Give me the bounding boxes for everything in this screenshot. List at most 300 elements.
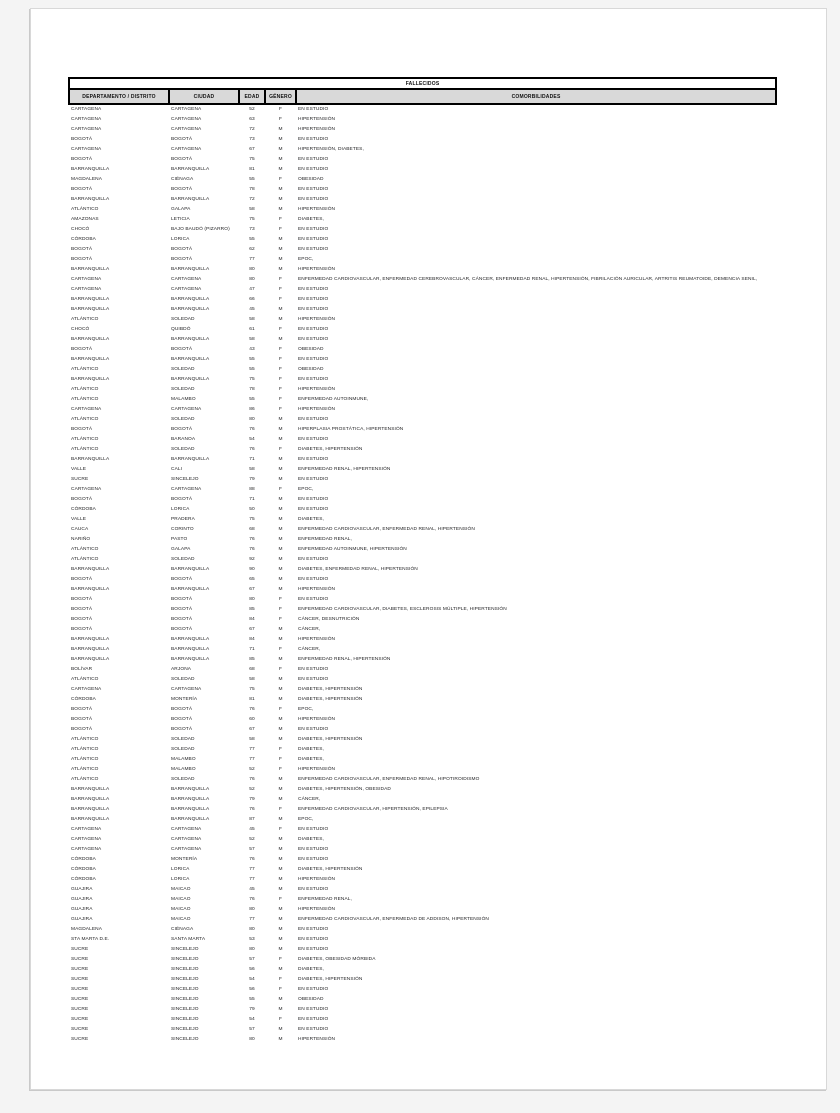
cell-comorbilidades: EN ESTUDIO: [298, 237, 329, 242]
cell-departamento: MAGDALENA: [71, 177, 103, 182]
cell-genero: F: [278, 707, 283, 712]
cell-ciudad: SANTA MARTA: [171, 937, 206, 942]
cell-edad: 76: [249, 897, 255, 902]
cell-edad: 79: [249, 477, 255, 482]
table-row: [69, 205, 776, 215]
table-row: [69, 955, 776, 965]
cell-edad: 75: [249, 377, 255, 382]
cell-edad: 77: [249, 917, 255, 922]
cell-departamento: CARTAGENA: [71, 147, 102, 152]
cell-comorbilidades: HIPERTENSIÓN, DIABETES,: [298, 147, 364, 152]
table-row: [69, 235, 776, 245]
cell-ciudad: SOLEDAD: [171, 447, 195, 452]
cell-edad: 45: [249, 307, 255, 312]
table-row: [69, 165, 776, 175]
cell-ciudad: BOGOTÁ: [171, 187, 193, 192]
table-body: [69, 104, 776, 1045]
cell-genero: F: [278, 607, 283, 612]
table-row: [69, 145, 776, 155]
cell-departamento: BARRANQUILLA: [71, 377, 110, 382]
cell-ciudad: ARJONA: [171, 667, 192, 672]
table-row: [69, 125, 776, 135]
cell-comorbilidades: EN ESTUDIO: [298, 557, 329, 562]
cell-departamento: BARRANQUILLA: [71, 787, 110, 792]
cell-departamento: ATLÁNTICO: [71, 367, 99, 372]
table-row: [69, 565, 776, 575]
cell-edad: 67: [249, 627, 255, 632]
cell-genero: M: [278, 187, 283, 192]
cell-departamento: CARTAGENA: [71, 487, 102, 492]
cell-edad: 88: [249, 487, 255, 492]
cell-departamento: CARTAGENA: [71, 847, 102, 852]
table-row: [69, 725, 776, 735]
table-row: [69, 775, 776, 785]
cell-comorbilidades: ENFERMEDAD RENAL,: [298, 537, 352, 542]
cell-departamento: SUCRE: [71, 967, 89, 972]
cell-comorbilidades: EN ESTUDIO: [298, 1027, 329, 1032]
table-row: [69, 455, 776, 465]
cell-edad: 75: [249, 157, 255, 162]
cell-departamento: BOGOTÁ: [71, 577, 93, 582]
cell-genero: F: [278, 747, 283, 752]
cell-genero: F: [278, 397, 283, 402]
cell-departamento: BARRANQUILLA: [71, 817, 110, 822]
table-row: [69, 465, 776, 475]
cell-edad: 55: [249, 997, 255, 1002]
table-row: [69, 435, 776, 445]
cell-genero: F: [278, 487, 283, 492]
cell-genero: F: [278, 667, 283, 672]
cell-departamento: CARTAGENA: [71, 127, 102, 132]
table-banner-row: [69, 78, 776, 89]
cell-departamento: ATLÁNTICO: [71, 417, 99, 422]
cell-comorbilidades: DIABETES,: [298, 217, 324, 222]
cell-edad: 84: [249, 617, 255, 622]
table-row: [69, 425, 776, 435]
cell-edad: 75: [249, 687, 255, 692]
cell-departamento: CÓRDOBA: [71, 867, 96, 872]
cell-genero: M: [278, 697, 283, 702]
table-row: [69, 245, 776, 255]
cell-ciudad: MONTERÍA: [171, 697, 198, 702]
cell-genero: F: [278, 347, 283, 352]
cell-comorbilidades: HIPERTENSIÓN: [298, 317, 336, 322]
cell-ciudad: BARRANQUILLA: [171, 817, 210, 822]
cell-genero: M: [278, 127, 283, 132]
cell-ciudad: LORICA: [171, 237, 190, 242]
cell-comorbilidades: EN ESTUDIO: [298, 107, 329, 112]
cell-comorbilidades: ENFERMEDAD CARDIOVASCULAR, DIABETES, ESCLEROSIS MÚLTIPLE, HIPERTENSIÓN: [298, 607, 507, 612]
table-row: [69, 515, 776, 525]
cell-comorbilidades: EN ESTUDIO: [298, 187, 329, 192]
cell-comorbilidades: HIPERTENSIÓN: [298, 877, 336, 882]
cell-ciudad: LETICIA: [171, 217, 190, 222]
cell-comorbilidades: DIABETES, HIPERTENSIÓN: [298, 977, 363, 982]
cell-departamento: SUCRE: [71, 987, 89, 992]
cell-comorbilidades: OBESIDAD: [298, 177, 324, 182]
cell-comorbilidades: EN ESTUDIO: [298, 847, 329, 852]
cell-edad: 52: [249, 107, 255, 112]
cell-comorbilidades: DIABETES,: [298, 747, 324, 752]
cell-departamento: CHOCÓ: [71, 327, 90, 332]
table-row: [69, 104, 776, 115]
cell-edad: 57: [249, 1027, 255, 1032]
cell-genero: F: [278, 597, 283, 602]
cell-ciudad: BARRANQUILLA: [171, 457, 210, 462]
cell-departamento: CARTAGENA: [71, 277, 102, 282]
cell-edad: 61: [249, 327, 255, 332]
cell-genero: M: [278, 467, 283, 472]
cell-departamento: SUCRE: [71, 477, 89, 482]
cell-edad: 52: [249, 787, 255, 792]
cell-edad: 73: [249, 227, 255, 232]
cell-edad: 54: [249, 977, 255, 982]
cell-comorbilidades: DIABETES, HIPERTENSIÓN: [298, 447, 363, 452]
cell-ciudad: CARTAGENA: [171, 287, 202, 292]
table-row: [69, 745, 776, 755]
cell-genero: M: [278, 867, 283, 872]
cell-comorbilidades: CÁNCER,: [298, 797, 321, 802]
cell-edad: 58: [249, 677, 255, 682]
cell-departamento: SUCRE: [71, 947, 89, 952]
cell-comorbilidades: EN ESTUDIO: [298, 197, 329, 202]
cell-ciudad: CARTAGENA: [171, 407, 202, 412]
cell-genero: F: [278, 767, 283, 772]
cell-ciudad: MAICAO: [171, 887, 191, 892]
cell-departamento: BARRANQUILLA: [71, 297, 110, 302]
table-row: [69, 695, 776, 705]
cell-departamento: ATLÁNTICO: [71, 777, 99, 782]
table-row: [69, 485, 776, 495]
cell-edad: 76: [249, 807, 255, 812]
table-row: [69, 255, 776, 265]
cell-departamento: SUCRE: [71, 977, 89, 982]
cell-genero: M: [278, 587, 283, 592]
cell-departamento: CARTAGENA: [71, 407, 102, 412]
cell-genero: F: [278, 647, 283, 652]
cell-genero: M: [278, 267, 283, 272]
table-row: [69, 375, 776, 385]
cell-departamento: CÓRDOBA: [71, 697, 96, 702]
cell-edad: 76: [249, 777, 255, 782]
table-row: [69, 835, 776, 845]
cell-edad: 67: [249, 727, 255, 732]
cell-comorbilidades: EN ESTUDIO: [298, 157, 329, 162]
table-row: [69, 965, 776, 975]
cell-departamento: ATLÁNTICO: [71, 447, 99, 452]
cell-edad: 80: [249, 907, 255, 912]
cell-departamento: ATLÁNTICO: [71, 737, 99, 742]
cell-genero: M: [278, 847, 283, 852]
cell-departamento: BARRANQUILLA: [71, 267, 110, 272]
cell-ciudad: BOGOTÁ: [171, 607, 193, 612]
cell-comorbilidades: HIPERTENSIÓN: [298, 637, 336, 642]
cell-edad: 66: [249, 297, 255, 302]
table-row: [69, 475, 776, 485]
cell-ciudad: SINCELEJO: [171, 1037, 199, 1042]
cell-genero: M: [278, 797, 283, 802]
cell-edad: 80: [249, 277, 255, 282]
cell-comorbilidades: DIABETES,: [298, 517, 324, 522]
cell-genero: M: [278, 557, 283, 562]
table-row: [69, 875, 776, 885]
cell-departamento: SUCRE: [71, 1037, 89, 1042]
cell-departamento: NARIÑO: [71, 537, 91, 542]
cell-ciudad: CORINTO: [171, 527, 194, 532]
cell-comorbilidades: EN ESTUDIO: [298, 987, 329, 992]
cell-ciudad: MALAMBO: [171, 397, 196, 402]
cell-departamento: BARRANQUILLA: [71, 337, 110, 342]
cell-departamento: STA MARTA D.E.: [71, 937, 110, 942]
cell-comorbilidades: CÁNCER,: [298, 627, 321, 632]
cell-genero: F: [278, 757, 283, 762]
cell-genero: M: [278, 517, 283, 522]
cell-departamento: BARRANQUILLA: [71, 647, 110, 652]
cell-ciudad: SOLEDAD: [171, 387, 195, 392]
cell-edad: 86: [249, 407, 255, 412]
cell-departamento: BOGOTÁ: [71, 157, 93, 162]
table-row: [69, 915, 776, 925]
cell-comorbilidades: ENFERMEDAD CARDIOVASCULAR, ENFERMEDAD CEREBROVASCULAR, CÁNCER, ENFERMEDAD RENAL, HIPERTENSIÓN, FIBRILACIÓN AURICULAR, ARTRITIS REUMATOIDE, DEMENCIA SENIL,: [298, 277, 758, 282]
table-row: [69, 1025, 776, 1035]
table-row: [69, 665, 776, 675]
cell-ciudad: MAICAO: [171, 907, 191, 912]
table-row: [69, 1035, 776, 1045]
cell-departamento: ATLÁNTICO: [71, 317, 99, 322]
cell-comorbilidades: EN ESTUDIO: [298, 167, 329, 172]
cell-comorbilidades: EN ESTUDIO: [298, 857, 329, 862]
cell-ciudad: BOGOTÁ: [171, 257, 193, 262]
cell-edad: 67: [249, 587, 255, 592]
cell-departamento: VALLE: [71, 467, 87, 472]
cell-departamento: CARTAGENA: [71, 837, 102, 842]
cell-genero: M: [278, 1007, 283, 1012]
cell-departamento: BOGOTÁ: [71, 427, 93, 432]
cell-edad: 71: [249, 497, 255, 502]
table-row: [69, 685, 776, 695]
column-header-genero: GÉNERO: [265, 89, 296, 104]
table-row: [69, 305, 776, 315]
cell-comorbilidades: DIABETES, HIPERTENSIÓN: [298, 697, 363, 702]
cell-comorbilidades: HIPERTENSIÓN: [298, 1037, 336, 1042]
cell-genero: M: [278, 427, 283, 432]
cell-ciudad: BARRANQUILLA: [171, 267, 210, 272]
table-row: [69, 405, 776, 415]
cell-edad: 50: [249, 507, 255, 512]
cell-comorbilidades: OBESIDAD: [298, 347, 324, 352]
cell-comorbilidades: EN ESTUDIO: [298, 137, 329, 142]
cell-genero: M: [278, 1027, 283, 1032]
table-row: [69, 195, 776, 205]
cell-departamento: BOGOTÁ: [71, 607, 93, 612]
cell-genero: M: [278, 257, 283, 262]
cell-departamento: BOGOTÁ: [71, 707, 93, 712]
cell-departamento: SUCRE: [71, 1007, 89, 1012]
cell-genero: M: [278, 567, 283, 572]
cell-ciudad: CIÉNAGA: [171, 177, 194, 182]
cell-ciudad: CARTAGENA: [171, 107, 202, 112]
cell-edad: 71: [249, 457, 255, 462]
table-row: [69, 495, 776, 505]
cell-genero: M: [278, 937, 283, 942]
cell-ciudad: SINCELEJO: [171, 967, 199, 972]
cell-ciudad: BARRANQUILLA: [171, 797, 210, 802]
cell-comorbilidades: EN ESTUDIO: [298, 727, 329, 732]
cell-comorbilidades: EN ESTUDIO: [298, 377, 329, 382]
cell-edad: 78: [249, 387, 255, 392]
cell-genero: F: [278, 827, 283, 832]
cell-departamento: ATLÁNTICO: [71, 747, 99, 752]
column-header-departamento: DEPARTAMENTO / DISTRITO: [69, 89, 169, 104]
cell-genero: F: [278, 387, 283, 392]
cell-comorbilidades: HIPERTENSIÓN: [298, 407, 336, 412]
cell-departamento: BARRANQUILLA: [71, 457, 110, 462]
cell-genero: M: [278, 927, 283, 932]
table-row: [69, 225, 776, 235]
cell-ciudad: SOLEDAD: [171, 367, 195, 372]
cell-genero: M: [278, 657, 283, 662]
cell-edad: 60: [249, 717, 255, 722]
table-banner-title: FALLECIDOS: [69, 78, 776, 89]
cell-comorbilidades: HIPERTENSIÓN: [298, 767, 336, 772]
cell-edad: 85: [249, 607, 255, 612]
cell-departamento: BOGOTÁ: [71, 617, 93, 622]
cell-genero: M: [278, 947, 283, 952]
cell-ciudad: GALAPA: [171, 207, 191, 212]
cell-ciudad: CARTAGENA: [171, 827, 202, 832]
cell-edad: 77: [249, 257, 255, 262]
cell-ciudad: BOGOTÁ: [171, 727, 193, 732]
cell-ciudad: SOLEDAD: [171, 677, 195, 682]
cell-edad: 47: [249, 287, 255, 292]
cell-comorbilidades: EPOC,: [298, 817, 314, 822]
cell-edad: 85: [249, 657, 255, 662]
cell-ciudad: BOGOTÁ: [171, 347, 193, 352]
cell-ciudad: BOGOTÁ: [171, 627, 193, 632]
cell-comorbilidades: DIABETES,: [298, 967, 324, 972]
cell-ciudad: SINCELEJO: [171, 987, 199, 992]
cell-comorbilidades: EN ESTUDIO: [298, 227, 329, 232]
cell-comorbilidades: EN ESTUDIO: [298, 307, 329, 312]
cell-edad: 87: [249, 817, 255, 822]
cell-edad: 76: [249, 447, 255, 452]
cell-edad: 43: [249, 347, 255, 352]
cell-departamento: CARTAGENA: [71, 107, 102, 112]
table-row: [69, 385, 776, 395]
cell-edad: 80: [249, 927, 255, 932]
cell-edad: 80: [249, 417, 255, 422]
cell-ciudad: MAICAO: [171, 917, 191, 922]
cell-ciudad: SOLEDAD: [171, 557, 195, 562]
table-row: [69, 345, 776, 355]
table-row: [69, 155, 776, 165]
table-row: [69, 325, 776, 335]
table-row: [69, 815, 776, 825]
cell-edad: 77: [249, 867, 255, 872]
cell-ciudad: SINCELEJO: [171, 957, 199, 962]
cell-genero: M: [278, 817, 283, 822]
cell-ciudad: BOGOTÁ: [171, 247, 193, 252]
cell-comorbilidades: EN ESTUDIO: [298, 1007, 329, 1012]
cell-genero: M: [278, 627, 283, 632]
cell-genero: M: [278, 887, 283, 892]
cell-edad: 73: [249, 137, 255, 142]
cell-genero: F: [278, 327, 283, 332]
cell-genero: F: [278, 407, 283, 412]
cell-genero: M: [278, 837, 283, 842]
cell-ciudad: SINCELEJO: [171, 997, 199, 1002]
cell-departamento: BARRANQUILLA: [71, 357, 110, 362]
cell-ciudad: BARRANQUILLA: [171, 637, 210, 642]
column-header-edad: EDAD: [239, 89, 265, 104]
cell-edad: 52: [249, 767, 255, 772]
cell-ciudad: BOGOTÁ: [171, 707, 193, 712]
cell-ciudad: BARRANQUILLA: [171, 197, 210, 202]
table-row: [69, 215, 776, 225]
table-row: [69, 575, 776, 585]
cell-departamento: BARRANQUILLA: [71, 807, 110, 812]
table-row: [69, 555, 776, 565]
cell-comorbilidades: EPOC,: [298, 257, 314, 262]
cell-genero: F: [278, 367, 283, 372]
cell-ciudad: SINCELEJO: [171, 1007, 199, 1012]
table-row: [69, 295, 776, 305]
cell-genero: M: [278, 967, 283, 972]
cell-ciudad: BOGOTÁ: [171, 617, 193, 622]
cell-genero: F: [278, 227, 283, 232]
cell-departamento: BOGOTÁ: [71, 247, 93, 252]
table-row: [69, 415, 776, 425]
cell-ciudad: BARRANQUILLA: [171, 307, 210, 312]
cell-ciudad: CIÉNAGA: [171, 927, 194, 932]
cell-departamento: BARRANQUILLA: [71, 587, 110, 592]
column-header-comorbilidades: COMORBILIDADES: [296, 89, 776, 104]
table-row: [69, 735, 776, 745]
cell-genero: M: [278, 687, 283, 692]
cell-departamento: BARRANQUILLA: [71, 307, 110, 312]
cell-comorbilidades: EPOC,: [298, 707, 314, 712]
cell-genero: F: [278, 807, 283, 812]
cell-genero: M: [278, 207, 283, 212]
cell-departamento: GUAJIRA: [71, 897, 93, 902]
cell-departamento: CÓRDOBA: [71, 507, 96, 512]
table-row: [69, 795, 776, 805]
cell-departamento: ATLÁNTICO: [71, 557, 99, 562]
cell-edad: 67: [249, 147, 255, 152]
cell-departamento: SUCRE: [71, 1017, 89, 1022]
table-row: [69, 995, 776, 1005]
cell-departamento: CÓRDOBA: [71, 857, 96, 862]
cell-departamento: BOLÍVAR: [71, 667, 93, 672]
cell-departamento: MAGDALENA: [71, 927, 103, 932]
cell-departamento: ATLÁNTICO: [71, 387, 99, 392]
cell-ciudad: BARRANQUILLA: [171, 167, 210, 172]
cell-ciudad: SOLEDAD: [171, 777, 195, 782]
cell-ciudad: SINCELEJO: [171, 477, 199, 482]
cell-departamento: SUCRE: [71, 957, 89, 962]
cell-edad: 54: [249, 1017, 255, 1022]
cell-genero: F: [278, 977, 283, 982]
cell-genero: M: [278, 307, 283, 312]
table-row: [69, 845, 776, 855]
table-row: [69, 135, 776, 145]
cell-edad: 81: [249, 697, 255, 702]
cell-genero: M: [278, 857, 283, 862]
table-row: [69, 645, 776, 655]
cell-genero: M: [278, 717, 283, 722]
cell-genero: F: [278, 297, 283, 302]
cell-edad: 76: [249, 707, 255, 712]
